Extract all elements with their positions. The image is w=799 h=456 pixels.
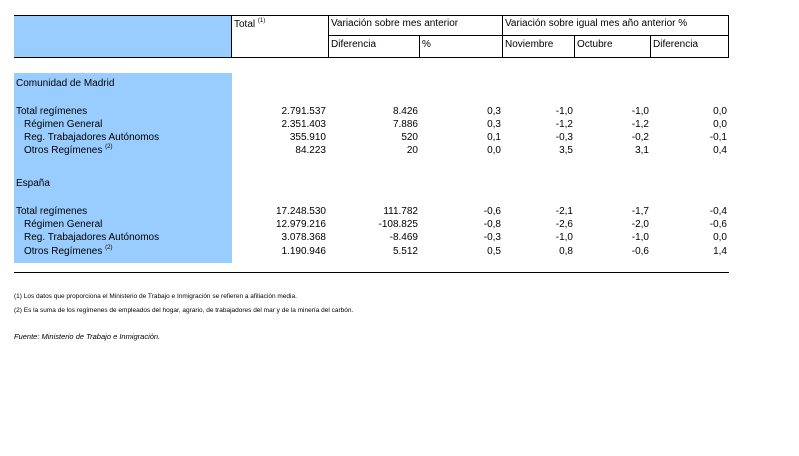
cell-nov: 3,5 xyxy=(559,145,573,156)
header-diferencia: Diferencia xyxy=(331,39,377,50)
cell-nov: -0,3 xyxy=(555,132,573,143)
header-var-anio: Variación sobre igual mes año anterior % xyxy=(505,18,688,29)
header-divider xyxy=(650,36,651,58)
header-mid-rule xyxy=(328,35,729,36)
header-divider xyxy=(502,15,503,58)
row-label: Otros Regímenes xyxy=(24,246,103,257)
header-label-block xyxy=(14,16,231,58)
row-label-note: (2) xyxy=(105,144,113,150)
row-label: Reg. Trabajadores Autónomos xyxy=(24,132,160,143)
row-label: Régimen General xyxy=(24,119,103,130)
footnote-1: (1) Los datos que proporciona el Ministerio de Trabajo e Inmigración se refieren a afiliación media. xyxy=(14,293,297,300)
cell-total: 355.910 xyxy=(289,132,326,143)
cell-total: 1.190.946 xyxy=(281,246,326,257)
cell-nov: -2,1 xyxy=(555,206,573,217)
cell-dif: 5.512 xyxy=(392,246,418,257)
cell-oct: 3,1 xyxy=(635,145,649,156)
row-label: Otros Regímenes xyxy=(24,145,103,156)
cell-oct: -0,2 xyxy=(631,132,649,143)
row-label: Total regímenes xyxy=(16,206,88,217)
row-label: Régimen General xyxy=(24,219,103,230)
header-bottom-rule xyxy=(14,57,729,58)
cell-dif2: 0,0 xyxy=(713,106,727,117)
cell-total: 17.248.530 xyxy=(275,206,326,217)
section-title-madrid: Comunidad de Madrid xyxy=(16,78,115,89)
footnote-2: (2) Es la suma de los regímenes de empleados del hogar, agrario, de trabajadores del mar y de la minería del carbón. xyxy=(14,307,354,314)
cell-dif2: -0,4 xyxy=(709,206,727,217)
row-label-note: (2) xyxy=(105,245,113,251)
cell-pct: 0,1 xyxy=(487,132,501,143)
header-pct: % xyxy=(422,39,431,50)
cell-pct: -0,8 xyxy=(483,219,501,230)
cell-dif2: 0,4 xyxy=(713,145,727,156)
cell-dif: -108.825 xyxy=(378,219,418,230)
cell-oct: -1,0 xyxy=(631,232,649,243)
cell-total: 3.078.368 xyxy=(281,232,326,243)
cell-dif2: 0,0 xyxy=(713,119,727,130)
cell-total: 84.223 xyxy=(295,145,326,156)
cell-dif: 111.782 xyxy=(383,206,418,217)
header-total-note: (1) xyxy=(257,18,266,24)
table-bottom-rule xyxy=(14,272,729,273)
cell-nov: -1,0 xyxy=(555,232,573,243)
cell-oct: -1,7 xyxy=(631,206,649,217)
cell-total: 2.351.403 xyxy=(281,119,326,130)
cell-dif2: 0,0 xyxy=(713,232,727,243)
cell-dif: 520 xyxy=(401,132,418,143)
cell-nov: -2,6 xyxy=(555,219,573,230)
header-divider xyxy=(574,36,575,58)
source-note: Fuente: Ministerio de Trabajo e Inmigración. xyxy=(14,332,161,341)
cell-oct: -1,2 xyxy=(631,119,649,130)
cell-dif: -8.469 xyxy=(389,232,418,243)
header-divider xyxy=(231,15,232,58)
row-label: Total regímenes xyxy=(16,106,88,117)
cell-dif: 20 xyxy=(406,145,418,156)
row-label-wrap xyxy=(24,246,113,258)
cell-nov: -1,2 xyxy=(555,119,573,130)
header-octubre: Octubre xyxy=(577,39,613,50)
cell-oct: -2,0 xyxy=(631,219,649,230)
cell-nov: 0,8 xyxy=(559,246,573,257)
cell-oct: -1,0 xyxy=(631,106,649,117)
cell-pct: 0,5 xyxy=(487,246,501,257)
cell-pct: -0,3 xyxy=(483,232,501,243)
header-total-text: Total xyxy=(234,19,256,30)
section-title-espana: España xyxy=(16,178,50,189)
header-diferencia-2: Diferencia xyxy=(653,39,699,50)
cell-dif: 7.886 xyxy=(392,119,418,130)
cell-dif2: -0,6 xyxy=(709,219,727,230)
cell-dif2: -0,1 xyxy=(709,132,727,143)
row-label-wrap xyxy=(24,145,113,157)
cell-total: 2.791.537 xyxy=(281,106,326,117)
header-divider xyxy=(728,15,729,58)
cell-total: 12.979.216 xyxy=(275,219,326,230)
cell-pct: 0,3 xyxy=(487,119,501,130)
cell-pct: 0,0 xyxy=(487,145,501,156)
cell-oct: -0,6 xyxy=(631,246,649,257)
row-label: Reg. Trabajadores Autónomos xyxy=(24,232,160,243)
header-total xyxy=(234,19,265,31)
header-var-mes: Variación sobre mes anterior xyxy=(331,18,459,29)
cell-pct: -0,6 xyxy=(483,206,501,217)
header-divider xyxy=(328,15,329,58)
cell-dif: 8.426 xyxy=(392,106,418,117)
header-noviembre: Noviembre xyxy=(505,39,554,50)
cell-nov: -1,0 xyxy=(555,106,573,117)
cell-dif2: 1,4 xyxy=(713,246,727,257)
cell-pct: 0,3 xyxy=(487,106,501,117)
header-divider xyxy=(419,36,420,58)
header-top-rule xyxy=(14,15,729,16)
